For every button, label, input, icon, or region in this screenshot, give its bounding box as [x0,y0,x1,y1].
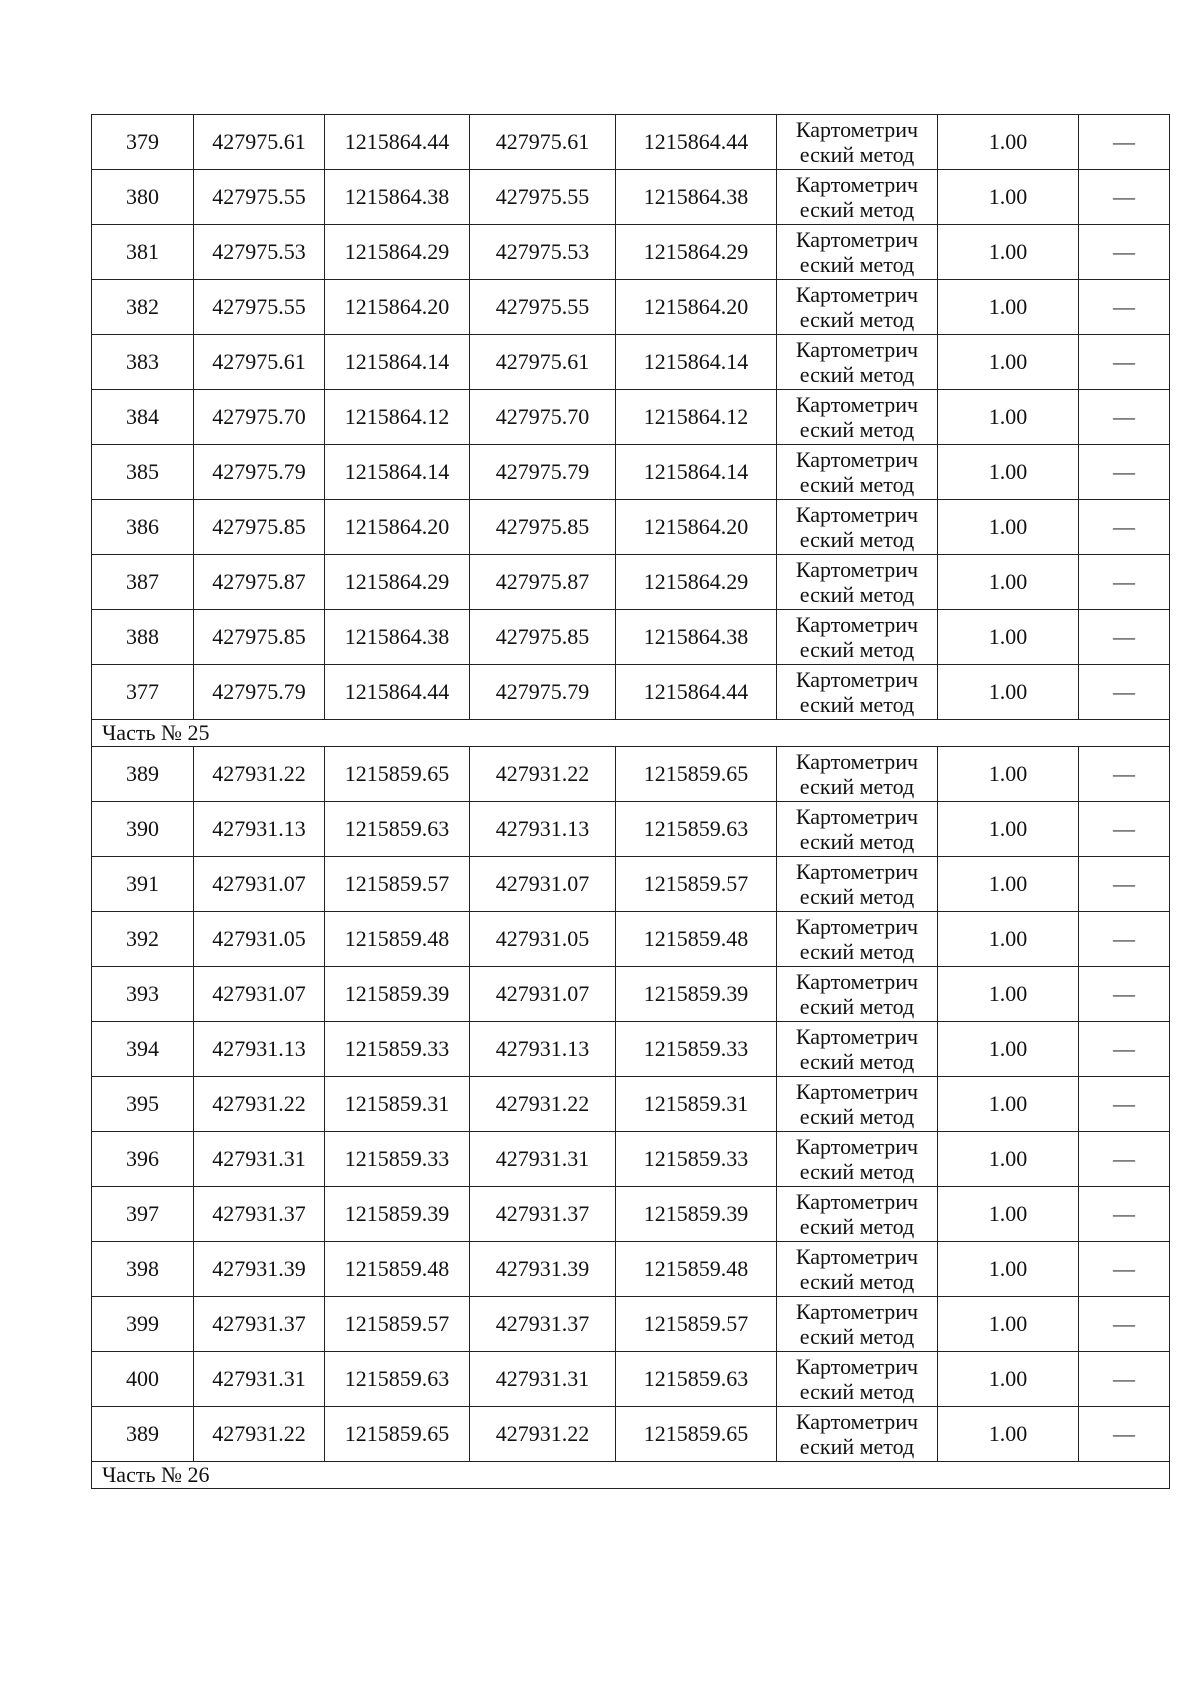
method-line-1: Картометрич [795,1299,919,1324]
point-number-cell: 400 [92,1352,194,1407]
existing-x-cell: 427931.05 [194,912,325,967]
point-number-cell: 382 [92,280,194,335]
table-row [92,665,1170,720]
method-cell [777,610,938,665]
existing-x-cell: 427931.37 [194,1297,325,1352]
point-number-cell: 391 [92,857,194,912]
table-row [92,170,1170,225]
existing-y-cell: 1215859.48 [325,912,470,967]
existing-x-cell: 427975.85 [194,500,325,555]
note-cell: — [1079,115,1170,170]
accuracy-cell: 1.00 [938,225,1079,280]
accuracy-cell: 1.00 [938,1242,1079,1297]
existing-x-cell: 427931.07 [194,967,325,1022]
point-number-cell: 397 [92,1187,194,1242]
new-x-cell: 427931.07 [470,967,616,1022]
new-x-cell: 427931.31 [470,1352,616,1407]
accuracy-cell: 1.00 [938,280,1079,335]
table-row [92,1187,1170,1242]
table-row [92,747,1170,802]
table-row [92,802,1170,857]
new-y-cell: 1215864.44 [616,665,777,720]
new-y-cell: 1215859.63 [616,1352,777,1407]
accuracy-cell: 1.00 [938,1187,1079,1242]
accuracy-cell: 1.00 [938,500,1079,555]
table-row [92,1352,1170,1407]
table-row [92,445,1170,500]
new-x-cell: 427931.13 [470,802,616,857]
note-cell: — [1079,747,1170,802]
note-cell: — [1079,1022,1170,1077]
new-y-cell: 1215859.48 [616,912,777,967]
new-x-cell: 427975.55 [470,280,616,335]
accuracy-cell: 1.00 [938,445,1079,500]
table-row [92,225,1170,280]
method-line-2: еский метод [799,884,915,909]
note-cell: — [1079,445,1170,500]
note-cell: — [1079,1077,1170,1132]
accuracy-cell: 1.00 [938,912,1079,967]
method-line-1: Картометрич [795,502,919,527]
accuracy-cell: 1.00 [938,1407,1079,1462]
method-line-2: еский метод [799,417,915,442]
method-line-1: Картометрич [795,392,919,417]
new-y-cell: 1215859.31 [616,1077,777,1132]
new-y-cell: 1215864.20 [616,500,777,555]
table-row [92,857,1170,912]
new-y-cell: 1215859.57 [616,1297,777,1352]
method-line-2: еский метод [799,1434,915,1459]
document-page [91,114,1169,1489]
existing-y-cell: 1215864.38 [325,170,470,225]
new-x-cell: 427931.39 [470,1242,616,1297]
new-y-cell: 1215864.44 [616,115,777,170]
table-row [92,1407,1170,1462]
existing-x-cell: 427931.31 [194,1352,325,1407]
note-cell: — [1079,912,1170,967]
new-x-cell: 427931.22 [470,1407,616,1462]
method-line-2: еский метод [799,307,915,332]
method-line-1: Картометрич [795,1354,919,1379]
accuracy-cell: 1.00 [938,1297,1079,1352]
new-x-cell: 427975.85 [470,610,616,665]
new-x-cell: 427975.61 [470,115,616,170]
method-line-1: Картометрич [795,914,919,939]
method-line-1: Картометрич [795,557,919,582]
method-cell [777,1407,938,1462]
existing-x-cell: 427975.55 [194,170,325,225]
existing-y-cell: 1215859.31 [325,1077,470,1132]
note-cell: — [1079,1352,1170,1407]
method-line-2: еский метод [799,1269,915,1294]
method-cell [777,1022,938,1077]
new-x-cell: 427931.31 [470,1132,616,1187]
existing-y-cell: 1215864.44 [325,115,470,170]
method-cell [777,967,938,1022]
method-line-1: Картометрич [795,337,919,362]
method-cell [777,445,938,500]
method-line-2: еский метод [799,1379,915,1404]
point-number-cell: 380 [92,170,194,225]
existing-y-cell: 1215859.65 [325,1407,470,1462]
point-number-cell: 389 [92,1407,194,1462]
existing-x-cell: 427931.22 [194,747,325,802]
method-line-1: Картометрич [795,282,919,307]
new-x-cell: 427975.55 [470,170,616,225]
existing-y-cell: 1215864.20 [325,280,470,335]
accuracy-cell: 1.00 [938,555,1079,610]
method-line-1: Картометрич [795,1409,919,1434]
method-cell [777,1132,938,1187]
method-cell [777,1077,938,1132]
existing-x-cell: 427975.87 [194,555,325,610]
point-number-cell: 399 [92,1297,194,1352]
method-cell [777,335,938,390]
table-row [92,390,1170,445]
method-line-1: Картометрич [795,667,919,692]
note-cell: — [1079,1242,1170,1297]
existing-x-cell: 427975.61 [194,115,325,170]
new-y-cell: 1215864.29 [616,225,777,280]
method-cell [777,1187,938,1242]
method-line-2: еский метод [799,994,915,1019]
new-x-cell: 427931.37 [470,1297,616,1352]
existing-x-cell: 427931.22 [194,1077,325,1132]
method-line-2: еский метод [799,582,915,607]
point-number-cell: 389 [92,747,194,802]
existing-x-cell: 427975.79 [194,665,325,720]
method-line-2: еский метод [799,252,915,277]
existing-x-cell: 427975.55 [194,280,325,335]
point-number-cell: 384 [92,390,194,445]
method-line-2: еский метод [799,774,915,799]
method-line-2: еский метод [799,527,915,552]
method-cell [777,1352,938,1407]
new-x-cell: 427975.70 [470,390,616,445]
method-line-1: Картометрич [795,859,919,884]
note-cell: — [1079,1132,1170,1187]
method-line-2: еский метод [799,142,915,167]
point-number-cell: 387 [92,555,194,610]
method-cell [777,912,938,967]
table-row [92,1297,1170,1352]
new-x-cell: 427975.87 [470,555,616,610]
new-x-cell: 427975.85 [470,500,616,555]
accuracy-cell: 1.00 [938,335,1079,390]
accuracy-cell: 1.00 [938,170,1079,225]
existing-y-cell: 1215859.33 [325,1022,470,1077]
method-line-2: еский метод [799,1104,915,1129]
new-x-cell: 427975.61 [470,335,616,390]
new-x-cell: 427975.79 [470,665,616,720]
new-y-cell: 1215859.63 [616,802,777,857]
table-row [92,500,1170,555]
note-cell: — [1079,665,1170,720]
method-cell [777,1297,938,1352]
note-cell: — [1079,1187,1170,1242]
point-number-cell: 386 [92,500,194,555]
method-cell [777,665,938,720]
method-cell [777,115,938,170]
accuracy-cell: 1.00 [938,115,1079,170]
table-row [92,555,1170,610]
method-line-2: еский метод [799,1049,915,1074]
method-cell [777,225,938,280]
method-line-1: Картометрич [795,117,919,142]
existing-y-cell: 1215859.57 [325,1297,470,1352]
method-line-1: Картометрич [795,227,919,252]
method-line-1: Картометрич [795,1079,919,1104]
existing-y-cell: 1215859.57 [325,857,470,912]
table-row [92,1022,1170,1077]
existing-x-cell: 427931.07 [194,857,325,912]
method-cell [777,1242,938,1297]
existing-y-cell: 1215864.29 [325,225,470,280]
method-line-1: Картометрич [795,749,919,774]
accuracy-cell: 1.00 [938,665,1079,720]
table-row [92,1132,1170,1187]
existing-x-cell: 427975.85 [194,610,325,665]
note-cell: — [1079,170,1170,225]
new-x-cell: 427931.13 [470,1022,616,1077]
method-line-2: еский метод [799,692,915,717]
new-y-cell: 1215859.65 [616,747,777,802]
note-cell: — [1079,335,1170,390]
point-number-cell: 393 [92,967,194,1022]
new-y-cell: 1215859.48 [616,1242,777,1297]
new-y-cell: 1215864.38 [616,170,777,225]
method-line-1: Картометрич [795,1024,919,1049]
method-cell [777,280,938,335]
method-line-1: Картометрич [795,1134,919,1159]
method-cell [777,747,938,802]
point-number-cell: 381 [92,225,194,280]
new-y-cell: 1215864.20 [616,280,777,335]
note-cell: — [1079,967,1170,1022]
point-number-cell: 385 [92,445,194,500]
accuracy-cell: 1.00 [938,747,1079,802]
point-number-cell: 379 [92,115,194,170]
existing-x-cell: 427975.79 [194,445,325,500]
new-y-cell: 1215864.14 [616,335,777,390]
note-cell: — [1079,857,1170,912]
existing-y-cell: 1215859.33 [325,1132,470,1187]
method-line-2: еский метод [799,472,915,497]
part-label: Часть № 25 [92,720,1170,747]
point-number-cell: 396 [92,1132,194,1187]
table-row [92,912,1170,967]
accuracy-cell: 1.00 [938,610,1079,665]
table-row [92,1077,1170,1132]
method-line-2: еский метод [799,362,915,387]
new-y-cell: 1215859.33 [616,1132,777,1187]
method-line-2: еский метод [799,1159,915,1184]
point-number-cell: 388 [92,610,194,665]
method-line-2: еский метод [799,637,915,662]
method-cell [777,170,938,225]
existing-x-cell: 427975.61 [194,335,325,390]
method-line-1: Картометрич [795,612,919,637]
part-label: Часть № 26 [92,1462,1170,1489]
note-cell: — [1079,1407,1170,1462]
existing-y-cell: 1215864.29 [325,555,470,610]
existing-y-cell: 1215859.63 [325,1352,470,1407]
method-line-1: Картометрич [795,172,919,197]
table-row [92,115,1170,170]
note-cell: — [1079,280,1170,335]
note-cell: — [1079,610,1170,665]
note-cell: — [1079,802,1170,857]
accuracy-cell: 1.00 [938,1022,1079,1077]
existing-x-cell: 427975.70 [194,390,325,445]
new-y-cell: 1215864.12 [616,390,777,445]
note-cell: — [1079,500,1170,555]
accuracy-cell: 1.00 [938,1132,1079,1187]
existing-x-cell: 427931.37 [194,1187,325,1242]
method-line-1: Картометрич [795,969,919,994]
existing-y-cell: 1215864.20 [325,500,470,555]
new-x-cell: 427931.22 [470,1077,616,1132]
new-y-cell: 1215859.65 [616,1407,777,1462]
point-number-cell: 394 [92,1022,194,1077]
existing-x-cell: 427931.31 [194,1132,325,1187]
method-line-1: Картометрич [795,1189,919,1214]
point-number-cell: 392 [92,912,194,967]
coordinates-table [91,114,1170,1489]
method-cell [777,857,938,912]
accuracy-cell: 1.00 [938,967,1079,1022]
existing-y-cell: 1215864.38 [325,610,470,665]
new-y-cell: 1215864.14 [616,445,777,500]
new-y-cell: 1215859.39 [616,1187,777,1242]
accuracy-cell: 1.00 [938,857,1079,912]
method-line-1: Картометрич [795,804,919,829]
existing-x-cell: 427931.13 [194,1022,325,1077]
method-line-2: еский метод [799,939,915,964]
new-y-cell: 1215859.33 [616,1022,777,1077]
existing-y-cell: 1215864.14 [325,445,470,500]
new-x-cell: 427975.53 [470,225,616,280]
accuracy-cell: 1.00 [938,1077,1079,1132]
new-x-cell: 427975.79 [470,445,616,500]
point-number-cell: 383 [92,335,194,390]
method-line-2: еский метод [799,1324,915,1349]
accuracy-cell: 1.00 [938,802,1079,857]
table-row [92,1242,1170,1297]
method-cell [777,500,938,555]
point-number-cell: 377 [92,665,194,720]
existing-y-cell: 1215864.44 [325,665,470,720]
new-x-cell: 427931.07 [470,857,616,912]
point-number-cell: 398 [92,1242,194,1297]
table-row [92,967,1170,1022]
method-line-2: еский метод [799,197,915,222]
point-number-cell: 390 [92,802,194,857]
existing-y-cell: 1215864.12 [325,390,470,445]
note-cell: — [1079,1297,1170,1352]
new-y-cell: 1215859.57 [616,857,777,912]
point-number-cell: 395 [92,1077,194,1132]
existing-y-cell: 1215864.14 [325,335,470,390]
existing-x-cell: 427931.39 [194,1242,325,1297]
new-x-cell: 427931.05 [470,912,616,967]
note-cell: — [1079,555,1170,610]
accuracy-cell: 1.00 [938,1352,1079,1407]
existing-y-cell: 1215859.39 [325,1187,470,1242]
method-cell [777,555,938,610]
table-row [92,335,1170,390]
method-cell [777,802,938,857]
method-line-2: еский метод [799,829,915,854]
method-line-1: Картометрич [795,1244,919,1269]
method-line-2: еский метод [799,1214,915,1239]
table-row [92,280,1170,335]
existing-x-cell: 427975.53 [194,225,325,280]
accuracy-cell: 1.00 [938,390,1079,445]
new-x-cell: 427931.22 [470,747,616,802]
table-row [92,610,1170,665]
note-cell: — [1079,225,1170,280]
method-cell [777,390,938,445]
existing-x-cell: 427931.13 [194,802,325,857]
part-header-row [92,1462,1170,1489]
new-y-cell: 1215859.39 [616,967,777,1022]
method-line-1: Картометрич [795,447,919,472]
existing-y-cell: 1215859.39 [325,967,470,1022]
existing-y-cell: 1215859.48 [325,1242,470,1297]
new-y-cell: 1215864.29 [616,555,777,610]
new-x-cell: 427931.37 [470,1187,616,1242]
note-cell: — [1079,390,1170,445]
existing-y-cell: 1215859.63 [325,802,470,857]
existing-y-cell: 1215859.65 [325,747,470,802]
new-y-cell: 1215864.38 [616,610,777,665]
part-header-row [92,720,1170,747]
existing-x-cell: 427931.22 [194,1407,325,1462]
